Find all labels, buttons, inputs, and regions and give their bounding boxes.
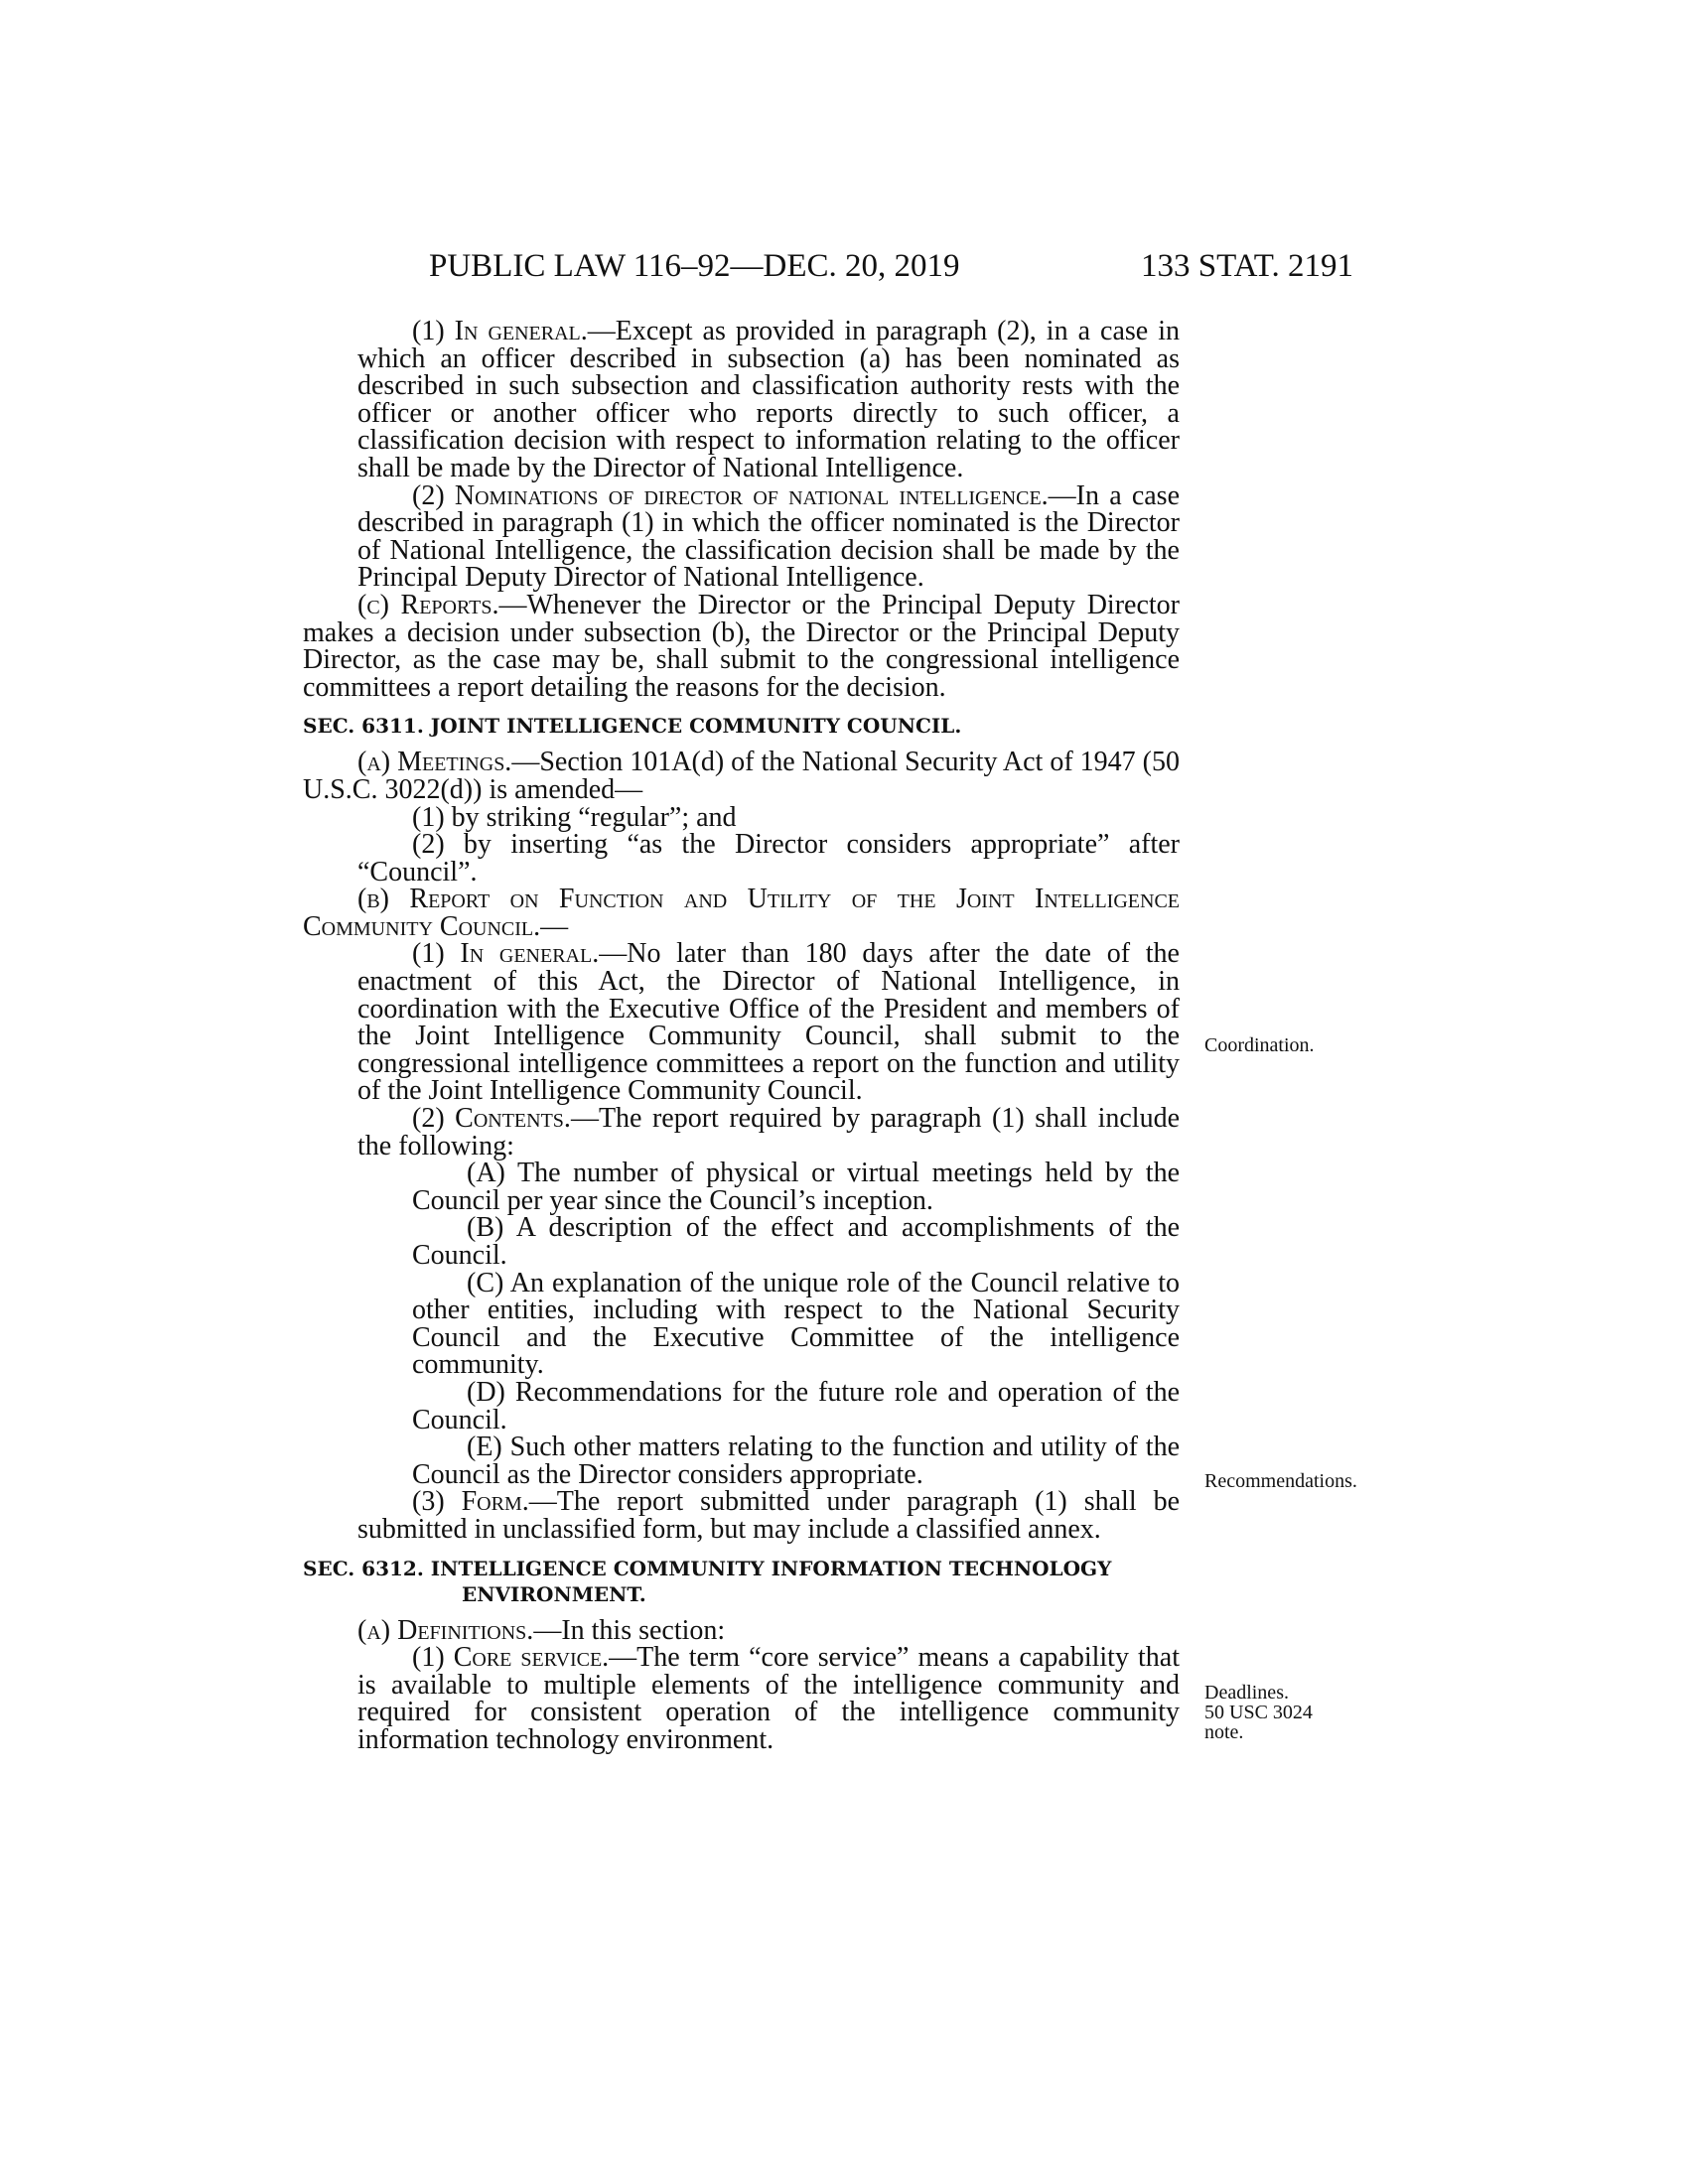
paragraph-text: — — [540, 910, 569, 942]
running-header-title: PUBLIC LAW 116–92—DEC. 20, 2019 — [429, 248, 960, 284]
paragraph-text: —The report submitted under paragraph (1) shall be submitted in unclassified form, but may include a classified annex. — [357, 1486, 1180, 1545]
section-6312-heading — [303, 1556, 1180, 1607]
subsection-b-2-D: (D) Recommendations for the future role and operation of the Council. — [412, 1376, 1180, 1435]
paragraph-text: —Section 101A(d) of the National Security Act of 1947 (50 U.S.C. 3022(d)) is amended— — [303, 747, 1180, 805]
paragraph-heading: (3) Form. — [412, 1486, 529, 1518]
definitions-subsection — [303, 1614, 1180, 1646]
margin-note-recommendations: Recommendations. — [1204, 1470, 1357, 1492]
margin-note-deadlines — [1204, 1683, 1343, 1742]
paragraph-heading: (1) In general. — [412, 938, 600, 970]
subsection-b-2-B: (B) A description of the effect and accomplishments of the Council. — [412, 1212, 1180, 1271]
document-body — [303, 318, 1180, 1754]
section-heading-line-1: SEC. 6312. INTELLIGENCE COMMUNITY INFORMATION TECHNOLOGY — [303, 1556, 1112, 1580]
subsection-b — [303, 886, 1180, 940]
paragraph-text: —The term “core service” means a capability that is available to multiple elements of the intelligence community and required for consistent operation of the intelligence community information technology environment. — [357, 1642, 1180, 1755]
paragraph-2 — [303, 479, 1181, 594]
paragraph-text: —Whenever the Director or the Principal Deputy Director makes a decision under subsection (b), the Director or the Principal Deputy Director, as the case may be, shall submit to the congressional intelligence committees a report detailing the reasons for the decision. — [303, 589, 1180, 703]
paragraph-text: —The report required by paragraph (1) shall include the following: — [357, 1103, 1180, 1161]
paragraph-text: —Except as provided in paragraph (2), in a case in which an officer described in subsection (a) has been nominated as described in such subsection and classification authority rests with the officer or another officer who reports directly to such officer, a classification decision with respect to information relating to the officer shall be made by the Director of National Intelligence. — [357, 316, 1180, 483]
paragraph-heading: (1) Core service. — [412, 1642, 610, 1674]
paragraph-text: —In this section: — [533, 1614, 726, 1646]
paragraph-text: —In a case described in paragraph (1) in which the officer nominated is the Director of National Intelligence, the classification decision shall be made by the Principal Deputy Director of National Intelligence. — [357, 479, 1181, 594]
definition-core-service — [303, 1644, 1180, 1753]
subsection-a-2: (2) by inserting “as the Director considers appropriate” after “Council”. — [357, 829, 1180, 887]
paragraph-heading: (a) Definitions. — [357, 1614, 534, 1646]
subsection-b-3 — [303, 1488, 1180, 1543]
subsection-b-2 — [303, 1105, 1180, 1160]
margin-note-deadlines-label: Deadlines. — [1204, 1682, 1289, 1704]
paragraph-heading: (1) In general. — [412, 316, 588, 346]
paragraph-text: —No later than 180 days after the date of the enactment of this Act, the Director of National Intelligence, in coordination with the Executive Office of the President and members of the Joint Intelligence Community Council, shall submit to the congressional intelligence committees a report on the function and utility of the Joint Intelligence Community Council. — [357, 938, 1180, 1107]
margin-note-usc: 50 USC 3024 — [1204, 1702, 1313, 1723]
subsection-b-1 — [303, 940, 1180, 1105]
paragraph-heading: (b) Report on Function and Utility of the Joint Intelligence Community Council. — [303, 884, 1180, 942]
paragraph-heading: (c) Reports. — [357, 589, 499, 620]
paragraph-heading: (2) Nominations of director of national intelligence. — [412, 479, 1049, 511]
paragraph-heading: (a) Meetings. — [357, 747, 512, 778]
subsection-c — [303, 589, 1180, 703]
subsection-b-2-C: (C) An explanation of the unique role of the Council relative to other entities, including with respect to the National Security Council and the Executive Committee of the intelligence community. — [412, 1267, 1180, 1381]
section-heading-line-2: ENVIRONMENT. — [462, 1581, 646, 1606]
subsection-b-2-E: (E) Such other matters relating to the function and utility of the Council as the Director considers appropriate. — [412, 1432, 1180, 1490]
section-6311-heading: SEC. 6311. JOINT INTELLIGENCE COMMUNITY COUNCIL. — [303, 714, 962, 739]
subsection-a — [303, 749, 1180, 803]
margin-note-note: note. — [1204, 1721, 1244, 1743]
paragraph-1 — [303, 318, 1180, 482]
margin-note-coordination: Coordination. — [1204, 1034, 1315, 1056]
paragraph-heading: (2) Contents. — [412, 1103, 571, 1135]
subsection-a-1: (1) by striking “regular”; and — [412, 801, 737, 833]
subsection-b-2-A: (A) The number of physical or virtual meetings held by the Council per year since the Council’s inception. — [412, 1158, 1180, 1216]
page-stat-number: 133 STAT. 2191 — [1141, 248, 1354, 284]
